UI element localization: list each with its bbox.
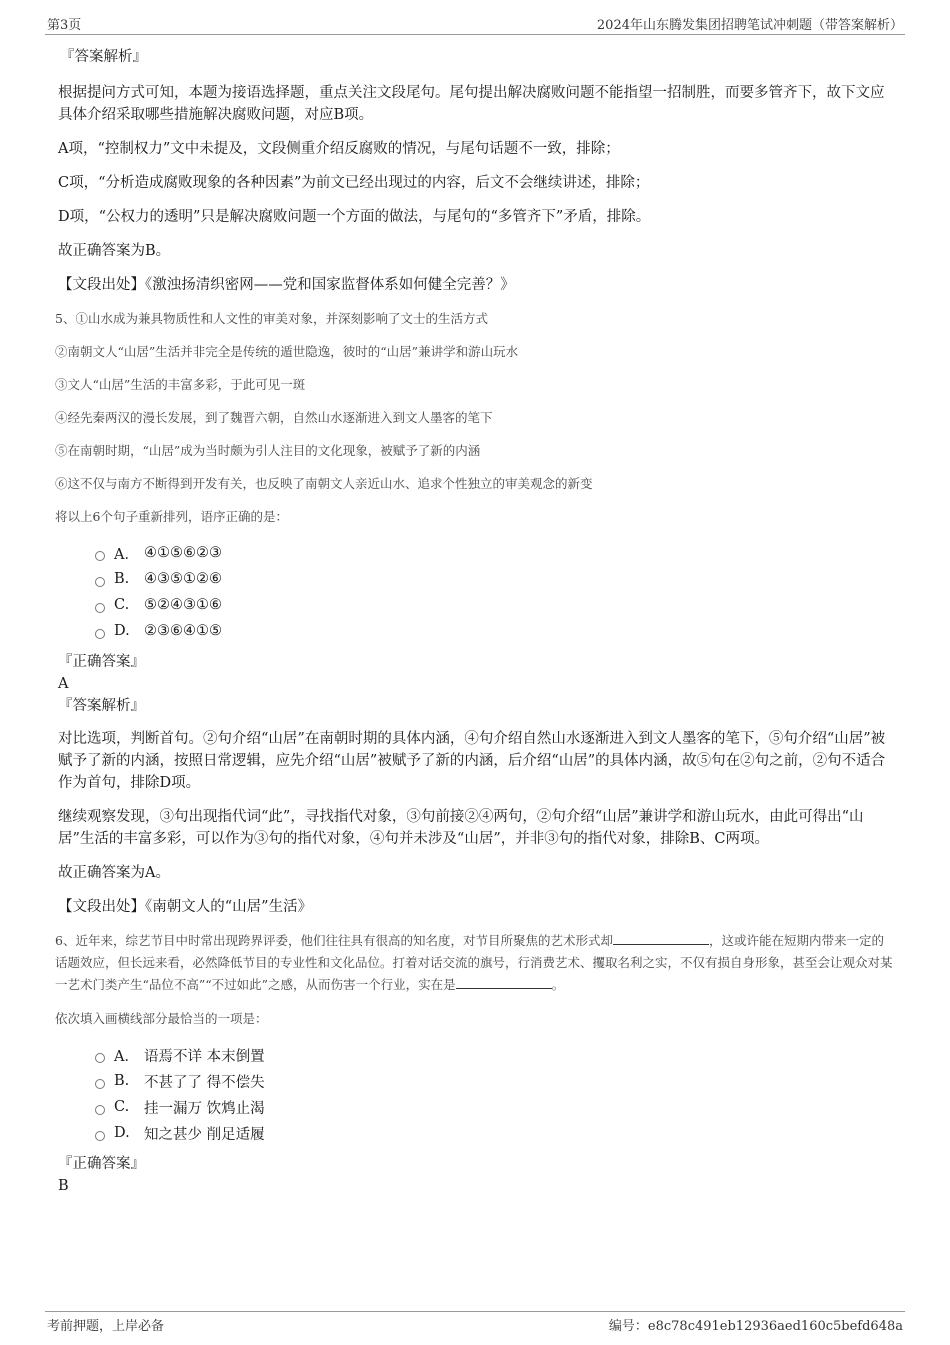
q6-option-d[interactable] [95,1120,895,1146]
q5-answer-label: 『正确答案』 [58,654,145,670]
document-body [55,46,895,1198]
q4-analysis-p4: D项，“公权力的透明”只是解决腐败问题一个方面的做法，与尾句的“多管齐下”矛盾，排除。 [58,209,651,225]
q4-analysis-conclusion: 故正确答案为B。 [58,243,171,259]
q6-stem-part-2: ，这或许能在短期内带来一定的话题效应，但长远来看，必然降低节目的专业性和文化品位。打着对话交流的旗号，行消费艺术、攫取名利之实，不仅有损自身形象，甚至会让观众对某一艺术门类产生“品位不高”“不过如此”之感，从而伤害一个行业，实在是 [55,933,893,992]
q6-stem-part-1: 6、近年来，综艺节目中时常出现跨界评委，他们往往具有很高的知名度，对节目所聚焦的艺术形式却 [55,933,613,948]
option-text: 知之甚少 削足适履 [144,1126,265,1143]
q4-source: 【文段出处】《激浊扬清织密网——党和国家监督体系如何健全完善？》 [58,277,515,293]
option-letter: B. [114,1073,130,1089]
q5-prompt: 将以上6个句子重新排列，语序正确的是： [55,509,288,524]
q6-option-b[interactable] [95,1068,895,1094]
document-title: 2024年山东腾发集团招聘笔试冲刺题（带答案解析） [596,18,903,33]
radio-button-icon[interactable] [95,1105,105,1115]
q5-sentence-2: ②南朝文人“山居”生活并非完全是传统的遁世隐逸，彼时的“山居”兼讲学和游山玩水 [55,344,519,359]
q6-stem [55,930,895,996]
option-text: ②③⑥④①⑤ [144,623,222,639]
q6-option-c[interactable] [95,1094,895,1120]
q5-analysis-p2: 继续观察发现，③句出现指代词“此”，寻找指代对象，③句前接②④两句，②句介绍“山居”兼讲学和游山玩水，由此可得出“山居”生活的丰富多彩，可以作为③句的指代对象，④句并未涉及“山居”，并非③句的指代对象，排除B、C两项。 [58,809,864,847]
page-footer [45,1311,905,1336]
q6-option-a[interactable] [95,1042,895,1068]
option-text: ④①⑤⑥②③ [144,545,222,561]
radio-button-icon[interactable] [95,1079,105,1089]
q5-options [95,540,895,644]
document-code: 编号：e8c78c491eb12936aed160c5befd648a [608,1319,903,1334]
q4-analysis-p2: A项，“控制权力”文中未提及，文段侧重介绍反腐败的情况，与尾句话题不一致，排除； [58,141,620,157]
radio-button-icon[interactable] [95,577,105,587]
q5-sentence-1: 5、①山水成为兼具物质性和人文性的审美对象，并深刻影响了文士的生活方式 [55,311,488,326]
q5-option-b[interactable] [95,566,895,592]
q5-option-a[interactable] [95,540,895,566]
q5-option-d[interactable] [95,618,895,644]
radio-button-icon[interactable] [95,1053,105,1063]
q6-answer-label: 『正确答案』 [58,1156,145,1172]
option-text: ⑤②④③①⑥ [144,597,222,613]
q5-answer: A [58,676,69,692]
q5-analysis-p1: 对比选项，判断首句。②句介绍“山居”在南朝时期的具体内涵，④句介绍自然山水逐渐进入到文人墨客的笔下，⑤句介绍“山居”被赋予了新的内涵，按照日常逻辑，应先介绍“山居”被赋予了新的内涵，后介绍“山居”的具体内涵，故⑤句在②句之前，②句不适合作为首句，排除D项。 [58,731,886,791]
q6-options [95,1042,895,1146]
answer-blank [456,974,552,989]
answer-blank [613,930,709,945]
radio-button-icon[interactable] [95,551,105,561]
radio-button-icon[interactable] [95,1131,105,1141]
option-text: 挂一漏万 饮鸩止渴 [144,1100,265,1117]
q4-analysis-label: 『答案解析』 [60,49,147,65]
option-letter: C. [114,597,130,613]
q6-answer: B [58,1178,69,1194]
option-letter: D. [114,623,130,639]
option-letter: C. [114,1099,130,1115]
radio-button-icon[interactable] [95,603,105,613]
page-header [45,14,905,35]
option-letter: D. [114,1125,130,1141]
option-letter: A． [114,546,139,563]
q5-sentence-6: ⑥这不仅与南方不断得到开发有关，也反映了南朝文人亲近山水、追求个性独立的审美观念的新变 [55,476,593,491]
q6-prompt: 依次填入画横线部分最恰当的一项是： [55,1011,268,1026]
q6-stem-part-3: 。 [551,977,565,992]
q4-analysis-p3: C项，“分析造成腐败现象的各种因素”为前文已经出现过的内容，后文不会继续讲述，排除； [58,175,650,191]
page-number: 第3页 [47,18,82,33]
q5-analysis-conclusion: 故正确答案为A。 [58,865,170,881]
radio-button-icon[interactable] [95,629,105,639]
q5-source: 【文段出处】《南朝文人的“山居”生活》 [58,899,313,915]
q5-sentence-5: ⑤在南朝时期，“山居”成为当时颇为引人注目的文化现象，被赋予了新的内涵 [55,443,481,458]
option-letter: B. [114,571,130,587]
q5-analysis-label: 『答案解析』 [58,698,145,714]
q4-analysis-p1: 根据提问方式可知，本题为接语选择题，重点关注文段尾句。尾句提出解决腐败问题不能指望一招制胜，而要多管齐下，故下文应具体介绍采取哪些措施解决腐败问题，对应B项。 [58,85,885,123]
q5-sentence-4: ④经先秦两汉的漫长发展，到了魏晋六朝，自然山水逐渐进入到文人墨客的笔下 [55,410,493,425]
footer-slogan: 考前押题，上岸必备 [47,1319,165,1334]
option-text: ④③⑤①②⑥ [144,571,222,587]
q5-sentence-3: ③文人“山居”生活的丰富多彩，于此可见一斑 [55,377,306,392]
option-text: 语焉不详 本末倒置 [144,1048,265,1065]
option-letter: A． [114,1048,139,1065]
q5-option-c[interactable] [95,592,895,618]
option-text: 不甚了了 得不偿失 [144,1074,265,1091]
